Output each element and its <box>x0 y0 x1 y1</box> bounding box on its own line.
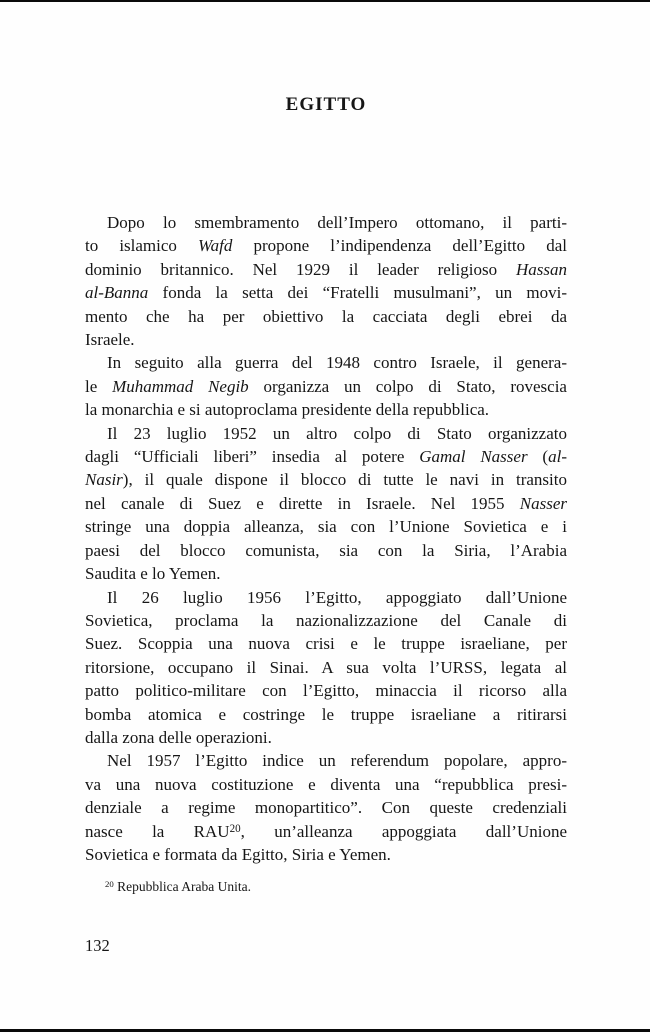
footnote-marker: 20 <box>105 879 114 890</box>
text-line: Il 26 luglio 1956 l’Egitto, appoggiato dall’Unione <box>107 587 567 607</box>
text-line: nel canale di Suez e dirette in Israele. Nel 1955 Nasser <box>85 493 567 513</box>
text-line: to islamico Wafd propone l’indipendenza dell’Egitto dal <box>85 236 567 256</box>
page-bottom-edge <box>0 1029 650 1032</box>
text-line: dagli “Ufficiali liberi” insedia al potere Gamal Nasser (al- <box>85 447 567 467</box>
text-line: Saudita e lo Yemen. <box>85 564 221 584</box>
text-line: Il 23 luglio 1952 un altro colpo di Stato organizzato <box>107 423 567 443</box>
text-line: mento che ha per obiettivo la cacciata degli ebrei da <box>85 306 567 326</box>
text-line: paesi del blocco comunista, sia con la Siria, l’Arabia <box>85 540 567 560</box>
page-title: EGITTO <box>285 94 367 115</box>
text-line: Israele. <box>85 330 135 350</box>
footnote-text: Repubblica Araba Unita. <box>113 879 251 894</box>
text-line: Nel 1957 l’Egitto indice un referendum popolare, appro- <box>107 751 567 771</box>
text-line: denziale a regime monopartitico”. Con queste credenziali <box>85 798 567 818</box>
page-number: 132 <box>85 936 110 955</box>
text-line: Sovietica, proclama la nazionalizzazione del Canale di <box>85 610 567 630</box>
text-line: le Muhammad Negib organizza un colpo di Stato, rovescia <box>85 376 567 396</box>
footnote <box>85 878 567 896</box>
text-line: Suez. Scoppia una nuova crisi e le truppe israeliane, per <box>85 634 567 654</box>
text-line: Nasir), il quale dispone il blocco di tutte le navi in transito <box>85 470 567 490</box>
text-line: dominio britannico. Nel 1929 il leader religioso Hassan <box>85 259 567 279</box>
text-line: Dopo lo smembramento dell’Impero ottomano, il parti- <box>107 213 567 232</box>
text-line: la monarchia e si autoproclama presidente della repubblica. <box>85 400 490 420</box>
text-line: ritorsione, occupano il Sinai. A sua volta l’URSS, legata al <box>85 657 567 677</box>
text-line: In seguito alla guerra del 1948 contro Israele, il genera- <box>107 353 567 373</box>
text-line: patto politico-militare con l’Egitto, minaccia il ricorso alla <box>85 681 567 701</box>
body-text <box>85 211 567 866</box>
text-line: al-Banna fonda la setta dei “Fratelli musulmani”, un movi- <box>85 283 567 303</box>
text-line: stringe una doppia alleanza, sia con l’Unione Sovietica e i <box>85 517 567 537</box>
text-line: nasce la RAU$^{20}$, un’alleanza appoggiata dall’Unione <box>85 821 567 841</box>
page-content <box>85 0 567 1034</box>
text-line: va una nuova costituzione e diventa una “repubblica presi- <box>85 774 567 794</box>
text-line: Sovietica e formata da Egitto, Siria e Yemen. <box>85 844 391 864</box>
text-line: bomba atomica e costringe le truppe israeliane a ritirarsi <box>85 704 567 724</box>
text-line: dalla zona delle operazioni. <box>85 727 272 747</box>
